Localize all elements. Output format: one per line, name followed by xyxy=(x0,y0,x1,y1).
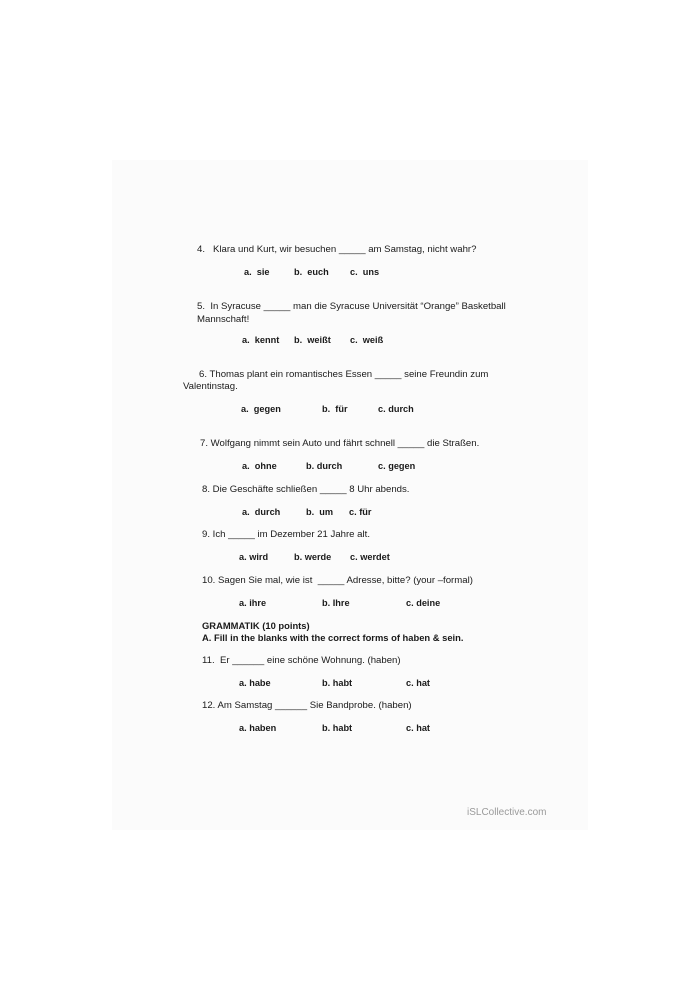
question-4-text: 4. Klara und Kurt, wir besuchen _____ am Samstag, nicht wahr? xyxy=(197,244,477,255)
q12-option-c: c. hat xyxy=(406,723,430,733)
question-6-text: 6. Thomas plant ein romantisches Essen _____ seine Freundin zum xyxy=(199,369,489,380)
q4-option-c: c. uns xyxy=(350,267,380,277)
q10-option-b: b. Ihre xyxy=(322,598,350,608)
q10-option-c: c. deine xyxy=(406,598,441,608)
q4-option-b: b. euch xyxy=(294,267,329,277)
q7-option-b: b. durch xyxy=(306,461,343,471)
q7-option-c: c. gegen xyxy=(378,461,416,471)
q8-option-b: b. um xyxy=(306,507,334,517)
q6-option-b: b. für xyxy=(322,404,348,414)
question-8-text: 8. Die Geschäfte schließen _____ 8 Uhr abends. xyxy=(202,484,410,495)
q12-option-a: a. haben xyxy=(239,723,277,733)
q12-option-b: b. habt xyxy=(322,723,353,733)
q10-option-a: a. ihre xyxy=(239,598,267,608)
question-5-text: 5. In Syracuse _____ man die Syracuse Universität “Orange” Basketball xyxy=(197,301,506,312)
watermark: iSLCollective.com xyxy=(467,807,547,818)
q5-option-c: c. weiß xyxy=(350,335,384,345)
section-instruction: A. Fill in the blanks with the correct forms of haben & sein. xyxy=(202,632,464,643)
q11-option-b: b. habt xyxy=(322,678,353,688)
q5-option-b: b. weißt xyxy=(294,335,331,345)
q11-option-a: a. habe xyxy=(239,678,271,688)
q8-option-c: c. für xyxy=(349,507,372,517)
section-title: GRAMMATIK (10 points) xyxy=(202,620,310,631)
question-6-text-cont: Valentinstag. xyxy=(183,381,238,392)
question-5-text-cont: Mannschaft! xyxy=(197,314,250,325)
q9-option-b: b. werde xyxy=(294,552,332,562)
q9-option-c: c. werdet xyxy=(350,552,390,562)
q5-option-a: a. kennt xyxy=(242,335,280,345)
question-12-text: 12. Am Samstag ______ Sie Bandprobe. (haben) xyxy=(202,700,412,711)
question-9-text: 9. Ich _____ im Dezember 21 Jahre alt. xyxy=(202,529,370,540)
q7-option-a: a. ohne xyxy=(242,461,277,471)
q11-option-c: c. hat xyxy=(406,678,430,688)
q6-option-c: c. durch xyxy=(378,404,414,414)
q9-option-a: a. wird xyxy=(239,552,269,562)
question-10-text: 10. Sagen Sie mal, wie ist _____ Adresse, bitte? (your –formal) xyxy=(202,575,473,586)
q4-option-a: a. sie xyxy=(244,267,270,277)
q8-option-a: a. durch xyxy=(242,507,281,517)
question-11-text: 11. Er ______ eine schöne Wohnung. (haben) xyxy=(202,655,401,666)
question-7-text: 7. Wolfgang nimmt sein Auto und fährt schnell _____ die Straßen. xyxy=(200,438,480,449)
q6-option-a: a. gegen xyxy=(241,404,281,414)
